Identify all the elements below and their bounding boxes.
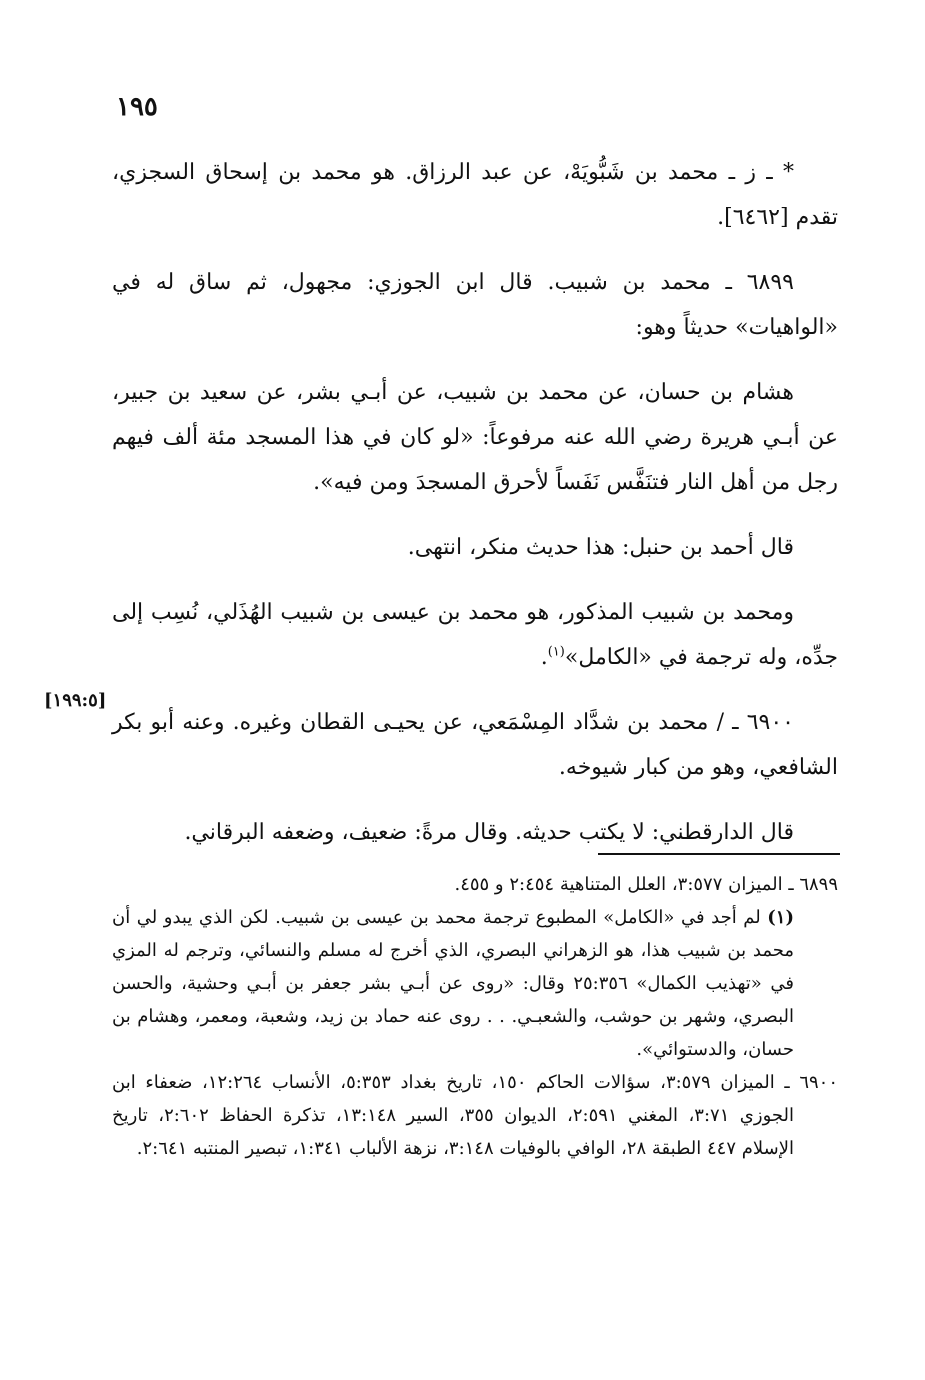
footnote-1-label: (١) (767, 907, 794, 928)
entry-6900: ٦٩٠٠ ـ / محمد بن شدَّاد المِسْمَعي، عن يحيـى القطان وغيره. وعنه أبو بكر الشافعي، وهو من كبار شيوخه. (112, 710, 838, 780)
identification-text: ومحمد بن شبيب المذكور، هو محمد بن عيسى بن شبيب الهُذَلي، نُسِب إلى جدِّه، وله ترجمة في «الكامل» (112, 600, 838, 670)
footnote-divider (598, 853, 840, 855)
paragraph-end: . (540, 645, 548, 670)
margin-reference: [١٩٩:٥] (44, 690, 107, 711)
daraqutni-comment: قال الدارقطني: لا يكتب حديثه. وقال مرةً: ضعيف، وضعفه البرقاني. (184, 820, 794, 845)
footnote-marker: (١) (547, 644, 565, 660)
ahmad-comment: قال أحمد بن حنبل: هذا حديث منكر، انتهى. (407, 535, 794, 560)
main-text (112, 150, 838, 875)
footnote-6900: ٦٩٠٠ ـ الميزان ٣:٥٧٩، سؤالات الحاكم ١٥٠، تاريخ بغداد ٥:٣٥٣، الأنساب ١٢:٢٦٤، ضعفاء ابن الجوزي ٣:٧١، المغني ٢:٥٩١، الديوان ٣٥٥، السير ١٣:١٤٨، تذكرة الحفاظ ٢:٦٠٢، تاريخ الإسلام ٤٤٧ الطبقة ٢٨، الوافي بالوفيات ٣:١٤٨، نزهة الألباب ١:٣٤١، تبصير المنتبه ٢:٦٤١. (112, 1072, 838, 1159)
footnotes (112, 868, 838, 1165)
footnote-1 (112, 901, 838, 1066)
page-number: ١٩٥ (116, 92, 158, 122)
entry-shabbuyah: * ـ ز ـ محمد بن شَبُّويَهْ، عن عبد الرزاق. هو محمد بن إسحاق السجزي، تقدم [٦٤٦٢]. (112, 160, 838, 230)
identification-paragraph (112, 590, 838, 680)
hadith-text: هشام بن حسان، عن محمد بن شبيب، عن أبـي بشر، عن سعيد بن جبير، عن أبـي هريرة رضي الله عنه مرفوعاً: «لو كان في هذا المسجد مئة ألف فيهم رجل من أهل النار فتنَفَّس نَفَساً لأحرق المسجدَ ومن فيه». (112, 380, 838, 495)
entry-6899: ٦٨٩٩ ـ محمد بن شبيب. قال ابن الجوزي: مجهول، ثم ساق له في «الواهيات» حديثاً وهو: (112, 270, 838, 340)
footnote-1-text: لم أجد في «الكامل» المطبوع ترجمة محمد بن عيسى بن شبيب. لكن الذي يبدو لي أن محمد بن شبيب هذا، هو الزهراني البصري، الذي أخرج له مسلم والنسائي، وترجم له المزي في «تهذيب الكمال» ٢٥:٣٥٦ وقال: «روى عن أبـي بشر جعفر بن أبـي وحشية، والحسن البصري، وشهر بن حوشب، والشعبـي. . . روى عنه حماد بن زيد، وشعبة، ومعمر، وهشام بن حسان، والدستوائي». (112, 907, 795, 1060)
footnote-6899: ٦٨٩٩ ـ الميزان ٣:٥٧٧، العلل المتناهية ٢:٤٥٤ و ٤٥٥. (454, 874, 838, 895)
